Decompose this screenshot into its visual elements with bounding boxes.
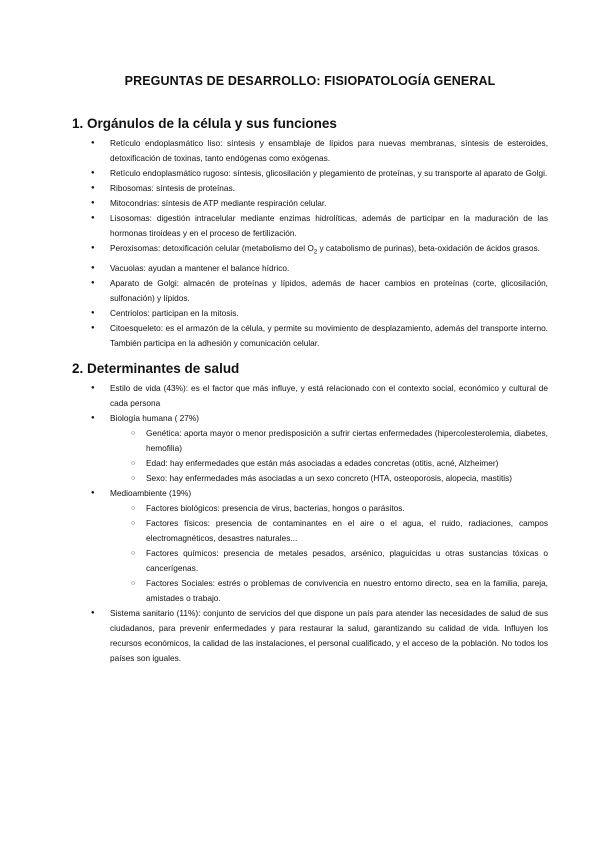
list-item: ● Citoesqueleto: es el armazón de la célula, y permite su movimiento de desplazamiento, además del transporte interno. También participa en la adhesión y comunicación celular. <box>72 321 548 351</box>
sublist-item: ○ Factores biológicos: presencia de virus, bacterias, hongos o parásitos. <box>130 501 548 516</box>
item-text: y catabolismo de purinas), beta-oxidación de ácidos grasos. <box>317 243 540 253</box>
organulos-list <box>72 136 548 351</box>
determinantes-list <box>72 381 548 666</box>
list-item: ● Lisosomas: digestión intracelular mediante enzimas hidrolíticas, además de participar en la maduración de las hormonas tiroideas y en el proceso de fertilización. <box>72 211 548 241</box>
sublist-item: ○ Factores físicos: presencia de contaminantes en el aire o el agua, el ruido, radiaciones, campos electromagnéticos, desastres naturales... <box>130 516 548 546</box>
sublist <box>110 426 548 486</box>
item-text: Biología humana ( 27%) <box>110 412 200 423</box>
list-item <box>72 241 548 261</box>
list-item: ● Sistema sanitario (11%): conjunto de servicios del que dispone un país para atender las necesidades de salud de sus ciudadanos, para prevenir enfermedades y para restaurar la salud, garantizando su calidad de vida. Influyen los recursos económicos, la calidad de las instalaciones, el personal cualificado, y el acceso de la población. No todos los países son iguales. <box>72 606 548 666</box>
list-item: ● Vacuolas: ayudan a mantener el balance hídrico. <box>72 261 548 276</box>
sublist-item: ○ Sexo: hay enfermedades más asociadas a un sexo concreto (HTA, osteoporosis, alopecia, mastitis) <box>130 471 548 486</box>
list-item: ● Centriolos: participan en la mitosis. <box>72 306 548 321</box>
list-item: ● Retículo endoplasmático liso: síntesis y ensamblaje de lípidos para nuevas membranas, síntesis de esteroides, detoxificación de toxinas, tanto endógenas como exógenas. <box>72 136 548 166</box>
list-item <box>72 486 548 606</box>
sublist-item: ○ Factores químicos: presencia de metales pesados, arsénico, plaguicidas u otras sustancias tóxicas o cancerígenas. <box>130 546 548 576</box>
sublist-item: ○ Factores Sociales: estrés o problemas de convivencia en nuestro entorno directo, sea en la familia, pareja, amistades o trabajo. <box>130 576 548 606</box>
item-text: Medioambiente (19%) <box>110 487 192 498</box>
subscript: 2 <box>313 249 318 256</box>
section-organulos <box>72 116 548 351</box>
sublist-item: ○ Edad: hay enfermedades que están más asociadas a edades concretas (otitis, acné, Alzheimer) <box>130 456 548 471</box>
list-item: ● Estilo de vida (43%): es el factor que más influye, y está relacionado con el contexto social, económico y cultural de cada persona <box>72 381 548 411</box>
sublist-item: ○ Genética: aporta mayor o menor predisposición a sufrir ciertas enfermedades (hipercolesterolemia, diabetes, hemofilia) <box>130 426 548 456</box>
section-heading: 2. Determinantes de salud <box>72 360 240 376</box>
section-determinantes <box>72 361 548 666</box>
list-item: ● Retículo endoplasmático rugoso: síntesis, glicosilación y plegamiento de proteínas, y su transporte al aparato de Golgi. <box>72 166 548 181</box>
list-item <box>72 411 548 486</box>
document-title: PREGUNTAS DE DESARROLLO: FISIOPATOLOGÍA GENERAL <box>124 74 496 88</box>
list-item: ● Mitocondrias: síntesis de ATP mediante respiración celular. <box>72 196 548 211</box>
sublist <box>110 501 548 606</box>
list-item: ● Ribosomas: síntesis de proteínas. <box>72 181 548 196</box>
list-item: ● Aparato de Golgi: almacén de proteínas y lípidos, además de hacer cambios en proteínas (corte, glicosilación, sulfonación) y lípidos. <box>72 276 548 306</box>
item-text: Peroxisomas: detoxificación celular (metabolismo del O <box>110 243 314 253</box>
section-heading: 1. Orgánulos de la célula y sus funciones <box>72 116 337 131</box>
